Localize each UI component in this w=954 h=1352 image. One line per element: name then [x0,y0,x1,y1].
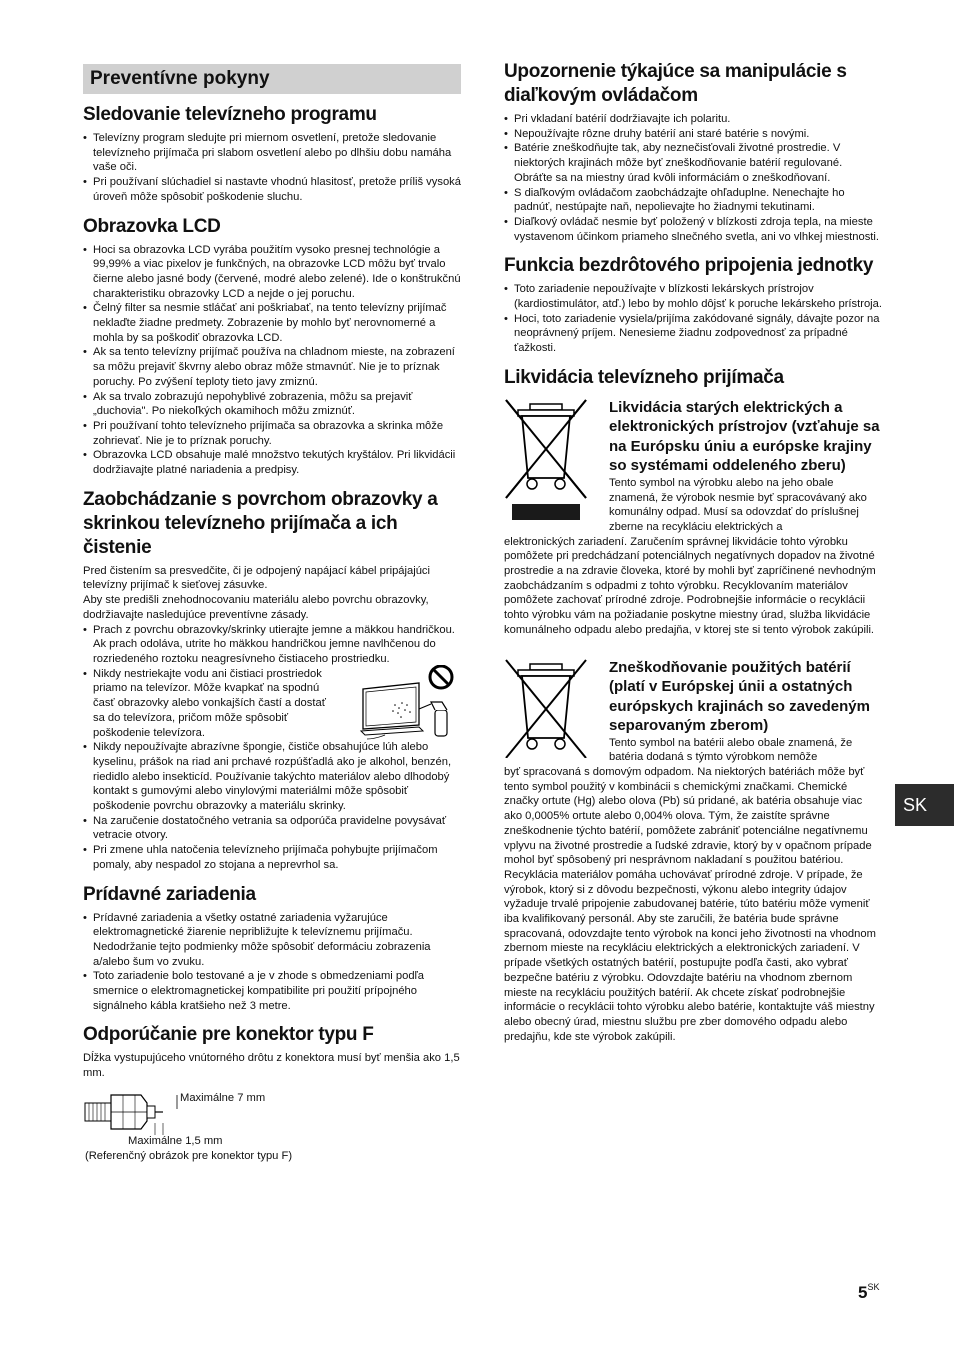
weee-text-indented: Tento symbol na výrobku alebo na jeho obale znamená, že výrobok nesmie byť spracovávaný ako komunálny odpad. Musí sa odovzdať do príslušnej zberne na recykláciu elektrických a [609,476,867,533]
section-title: Preventívne pokyny [83,64,461,94]
list-item: • Ak sa trvalo zobrazujú nepohyblivé zobrazenia, môžu sa prejaviť „duchovia". Po niekoľkých okamihoch môžu zmiznúť. [83,390,461,419]
list-item: • Prach z povrchu obrazovky/skrinky utierajte jemne a mäkkou handričkou. Ak prach odoláva, utrite ho mäkkou handričkou jemne navlhčenou do rozriedeného roztoku neagresívneho čistiaceho prostriedku. [83,623,461,667]
cleaning-list [83,623,461,873]
weee-title: Likvidácia starých elektrických a elektronických prístrojov (vzťahuje sa na Európsku úniu a európske krajiny so systémami oddeleného zberu) [609,398,880,475]
list-item: • Toto zariadenie nepoužívajte v blízkosti lekárskych prístrojov (kardiostimulátor, atď.) lebo by mohlo dôjsť k poruche lekárskeho prístroja. [504,282,882,311]
list-item: • Hoci, toto zariadenie vysiela/prijíma zakódované signály, dávajte pozor na neoprávnený príjem. Nenesieme žiadnu zodpovednosť za prípadné ťažkosti. [504,312,882,356]
list-item: • Prídavné zariadenia a všetky ostatné zariadenia vyžarujúce elektromagnetické žiarenie nepribližujte k televíznemu prijímaču. Nedodržanie tejto podmienky môže spôsobiť deformáciu zobrazenia a/alebo šum vo zvuku. [83,911,461,970]
heading-cleaning: Zaobchádzanie s povrchom obrazovky a skrinkou televízneho prijímača a ich čistenie [83,488,438,558]
battery-text-indented: Tento symbol na batérii alebo obale znamená, že batéria dodaná s týmto výrobkom nemôže [609,736,853,764]
heading-disposal: Likvidácia televízneho prijímača [504,366,784,388]
left-column [83,64,461,1171]
optional-list [83,911,461,1014]
tv-viewing-list [83,131,461,205]
remote-list [504,112,882,244]
list-item: • Batérie zneškodňujte tak, aby neznečisťovali životné prostredie. V niektorých krajinách môže byť zneškodňovanie batérií regulované. Obráťte sa na miestny úrad kvôli informáciám o zneškodňovaní. [504,141,882,185]
list-item: • Nikdy nepoužívajte abrazívne špongie, čističe obsahujúce lúh alebo kyselinu, prášok na riad ani prchavé rozpúšťadlá ako je alkohol, benzén, riedidlo alebo insekticíd. Používanie takýchto materiálov alebo dlhodobý kontakt s gumovými alebo vinylovými materiálmi môže spôsobiť poškodenie povrchu obrazovky a materiálu skrinky. [83,740,461,814]
lcd-list [83,243,461,478]
crossed-bin-icon [504,398,588,523]
f-connector-text: Dĺžka vystupujúceho vnútorného drôtu z konektora musí byť menšia ako 1,5 mm. [83,1052,460,1080]
list-item: • Čelný filter sa nesmie stláčať ani poškriabať, na tento televízny prijímač neklaďte žiadne predmety. Zobrazenie by mohlo byť nerovnomerné a mohla by sa poškodiť obrazovka LCD. [83,301,461,345]
heading-remote-control: Upozornenie týkajúce sa manipulácie s diaľkovým ovládačom [504,61,847,106]
cleaning-intro-2: Aby ste predišli znehodnocovaniu materiálu alebo povrchu obrazovky, dodržiavajte nasledujúce preventívne zásady. [83,594,429,621]
right-column [504,60,882,1044]
f-connector-illustration [83,1089,183,1137]
list-item: • Ak sa tento televízny prijímač používa na chladnom mieste, na zobrazení sa môžu prejaviť škvrny alebo obraz môže stmavnúť. Nie je to príznak poruchy. Po zvýšení teploty tieto javy zmiznú. [83,345,461,389]
f-connector-caption: (Referenčný obrázok pre konektor typu F) [85,1149,293,1162]
page-number-value: 5 [858,1283,868,1302]
page-number [858,1283,879,1303]
no-spray-tv-illustration [355,665,459,741]
battery-text: byť spracovaná s domovým odpadom. Na niektorých batériách môže byť tento symbol použitý v kombinácii s chemickými značkami. Chemické značky ortute (Hg) alebo olova (Pb) sú pridané, ak batéria obsahuje viac ako 0,0005% ortute alebo 0,004% olova. Tým, že zaistíte správne zneškodnenie týchto batérií, pomôžete zabrániť potenciálne negatívnemu vplyvu na životné prostredie a ľudské zdravie, ktorý by v opačnom prípade mohol byť spôsobený pri nesprávnom nakladaní s použitou batériou. Recyklácia materiálov pomáha uchovávať prírodné zdroje. V prípade, že výrobok, ktorý si z dôvodu bezpečnosti, výkonu alebo integrity údajov vyžaduje trvalé pripojenie zabudovanej batérie, túto batériu môže vymeniť iba kvalifikovaný personál. Aby ste zaručili, že batéria bude správne spracovaná, odovzdajte tento výrobok na konci jeho životnosti na vhodnom zbernom mieste na recykláciu elektrických a elektronických zariadení. V prípade všetkých ostatných batérií, postupujte podľa časti, ako vybrať bezpečne batériu z výrobku. Odovzdajte batériu na vhodnom zbernom mieste na recykláciu použitých batérií. Ak chcete získať podrobnejšie informácie o recyklácii tohto výrobku alebo batérie, kontaktujte váš miestny alebo obecný úrad, miestnu službu pre zber domového odpadu alebo predajňu, kde ste výrobok zakúpili. [504,765,876,1043]
list-item: • Na zaručenie dostatočného vetrania sa odporúča pravidelne povysávať vetracie otvory. [83,814,461,843]
page-number-suffix: SK [867,1282,880,1292]
crossed-bin-battery-icon [504,658,588,758]
list-item: • Obrazovka LCD obsahuje malé množstvo tekutých kryštálov. Pri likvidácii dodržiavajte platné nariadenia a predpisy. [83,448,461,477]
list-item: • Hoci sa obrazovka LCD vyrába použitím vysoko presnej technológie a 99,99% a viac pixelov je funkčných, na obrazovke LCD môžu byť trvalo čierne alebo jasné body (červené, modré alebo zelené). Ide o konštrukčnú charakteristiku obrazovky LCD a nejde o jej poruchu. [83,243,461,302]
heading-tv-viewing: Sledovanie televízneho programu [83,104,377,125]
list-item: • Pri vkladaní batérií dodržiavajte ich polaritu. [504,112,882,127]
weee-text: elektronických zariadení. Zaručením správnej likvidácie tohto výrobku pomôžete pri predchádzaní potenciálnych negatívnych dopadov na životné prostredie a na zdravie človeka, ktoré by mohli byť zapríčinené nevhodným zaobchádzaním s odpadmi z tohto výrobku. Recyklovaním materiálov pomôžete zachovať prírodné zdroje. Podrobnejšie informácie o recyklácii tohto výrobku vám na požiadanie poskytne miestny úrad, služba likvidácie komunálneho odpadu alebo predajňa, v ktorej ste si tento výrobok zakúpili. [504,535,876,636]
heading-optional-equipment: Prídavné zariadenia [83,883,256,905]
wireless-list [504,282,882,356]
language-tab: SK [895,784,954,826]
label-max-7mm: Maximálne 7 mm [180,1091,266,1104]
battery-block [504,658,882,1045]
list-item: • Nepoužívajte rôzne druhy batérií ani staré batérie s novými. [504,127,882,142]
list-item: • S diaľkovým ovládačom zaobchádzajte ohľaduplne. Nenechajte ho padnúť, nestúpajte naň, nepolievajte ho žiadnymi tekutinami. [504,186,882,215]
f-connector-diagram [83,1087,461,1171]
weee-block [504,398,882,638]
cleaning-intro-1: Pred čistením sa presvedčite, či je odpojený napájací kábel pripájajúci televízny prijímač k sieťovej zásuvke. [83,564,431,592]
list-item: • Toto zariadenie bolo testované a je v zhode s obmedzeniami podľa smernice o elektromagnetickej kompatibilite pri použití prípojného signálneho kábla kratšieho než 3 metre. [83,969,461,1013]
list-item: • Pri používaní slúchadiel si nastavte vhodnú hlasitosť, pretože príliš vysoká úroveň môže spôsobiť poškodenie sluchu. [83,175,461,204]
list-item: • Pri používaní tohto televízneho prijímača sa obrazovka a skrinka môže zohrievať. Nie je to príznak poruchy. [83,419,461,448]
list-item-text: • Nikdy nestriekajte vodu ani čistiaci prostriedok priamo na televízor. Môže kvapkať na spodnú časť obrazovky alebo vonkajších častí a dostať sa do televízora, pričom môže spôsobiť poškodenie televízora. [93,667,326,739]
list-item-with-illustration [83,667,461,741]
battery-title: Zneškodňovanie použitých batérií (platí v Európskej únii a ostatných európskych krajinách so zavedeným separovaným zberom) [609,658,870,735]
list-item: • Diaľkový ovládač nesmie byť položený v blízkosti zdroja tepla, na mieste vystavenom účinkom priameho slnečného svetla, ani vo vlhkej miestnosti. [504,215,882,244]
heading-wireless: Funkcia bezdrôtového pripojenia jednotky [504,255,874,277]
heading-f-connector: Odporúčanie pre konektor typu F [83,1024,374,1046]
label-max-1-5mm: Maximálne 1,5 mm [128,1134,223,1147]
list-item: • Televízny program sledujte pri miernom osvetlení, pretože sledovanie televízneho prijímača pri slabom osvetlení alebo po dlhšiu dobu namáha vaše oči. [83,131,461,175]
heading-lcd: Obrazovka LCD [83,215,221,237]
list-item: • Pri zmene uhla natočenia televízneho prijímača pohybujte prijímačom pomaly, aby nespadol zo stojana a neprevrhol sa. [83,843,461,872]
